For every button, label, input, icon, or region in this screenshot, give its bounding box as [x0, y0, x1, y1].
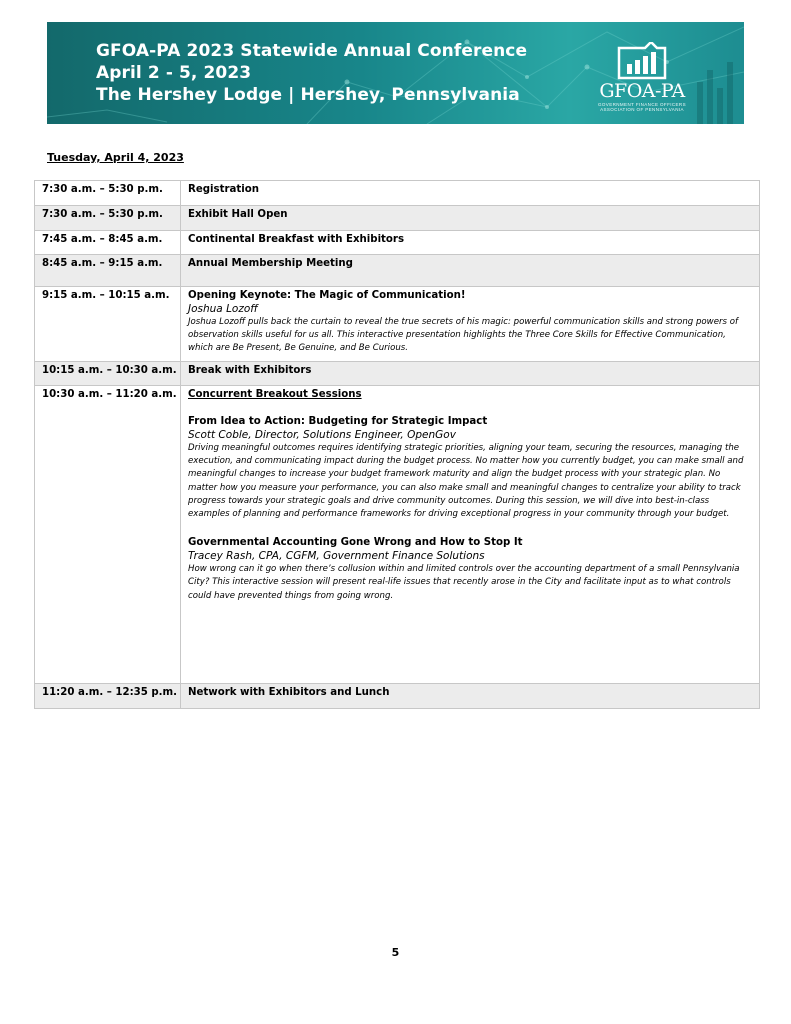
schedule-row: [35, 206, 760, 231]
event-title: Break with Exhibitors: [188, 365, 312, 376]
session-speaker: Tracey Rash, CPA, CGFM, Government Finance Solutions: [188, 550, 485, 563]
time-cell: 9:15 a.m. – 10:15 a.m.: [35, 287, 181, 362]
event-description: Joshua Lozoff pulls back the curtain to reveal the true secrets of his magic: powerful communication skills and strong powers of observation skills useful for us all. This interactive presentation highlights the Three Core Skills for Effective Communication, which are Be Present, Be Genuine, and Be Curious.: [188, 317, 739, 354]
breakout-session: [188, 537, 752, 603]
event-speaker: Joshua Lozoff: [188, 303, 258, 315]
schedule-row: [35, 255, 760, 287]
session-description: How wrong can it go when there’s collusion within and limited controls over the accounting department of a small Pennsylvania City? This interactive session will present real-life issues that recently arose in the City and facilitate input as to what controls could have prevented things from going wrong.: [188, 564, 740, 601]
event-cell: [181, 181, 760, 206]
schedule-row: [35, 287, 760, 362]
logo-wordmark: GFOA-PA: [599, 80, 685, 102]
time-cell: 11:20 a.m. – 12:35 p.m.: [35, 684, 181, 709]
event-cell: [181, 206, 760, 231]
session-description: Driving meaningful outcomes requires identifying strategic priorities, aligning your team, securing the resources, managing the execution, and communicating impact during the budget process. No matter how you currently budget, you can make small and meaningful changes to increase your budget framework maturity and align the budget process with your strategic plan. No matter how you measure your performance, you can also make small and meaningful changes to centralize your ability to track progress towards your strategic goals and drive community outcomes. During this session, we will dive into best-in-class examples of planning and performance frameworks for driving exceptional progress in your community through your budget.: [188, 443, 744, 520]
event-title: Registration: [188, 184, 259, 195]
session-title: Governmental Accounting Gone Wrong and How to Stop It: [188, 537, 523, 549]
session-speaker: Scott Coble, Director, Solutions Engineer, OpenGov: [188, 429, 456, 441]
schedule-table: [34, 180, 760, 709]
time-cell: 7:30 a.m. – 5:30 p.m.: [35, 181, 181, 206]
banner-title-line1: GFOA-PA 2023 Statewide Annual Conference: [96, 41, 528, 61]
event-cell: [181, 231, 760, 255]
event-title: Annual Membership Meeting: [188, 258, 353, 269]
breakout-session: [188, 416, 752, 521]
day-heading: Tuesday, April 4, 2023: [47, 151, 184, 164]
schedule-row: [35, 386, 760, 684]
event-cell: [181, 287, 760, 362]
event-cell: [181, 255, 760, 287]
schedule-row: [35, 231, 760, 255]
event-cell: [181, 362, 760, 386]
logo-subtitle-1: GOVERNMENT FINANCE OFFICERS: [598, 102, 686, 107]
schedule-row: [35, 362, 760, 386]
conference-banner: [47, 22, 744, 124]
banner-title-line3: The Hershey Lodge | Hershey, Pennsylvania: [96, 85, 520, 105]
banner-title-block: [96, 40, 527, 106]
schedule-row: [35, 684, 760, 709]
event-title: Opening Keynote: The Magic of Communication!: [188, 290, 466, 301]
event-title: Continental Breakfast with Exhibitors: [188, 234, 405, 245]
event-title: Network with Exhibitors and Lunch: [188, 687, 390, 698]
banner-title-line2: April 2 - 5, 2023: [96, 63, 252, 83]
time-cell: 10:30 a.m. – 11:20 a.m.: [35, 386, 181, 684]
logo-subtitle-2: ASSOCIATION OF PENNSYLVANIA: [600, 107, 684, 112]
page-number: 5: [391, 946, 400, 959]
time-cell: 8:45 a.m. – 9:15 a.m.: [35, 255, 181, 287]
event-title: Concurrent Breakout Sessions: [188, 389, 362, 400]
keystone-chart-icon: [615, 42, 669, 80]
time-cell: 7:45 a.m. – 8:45 a.m.: [35, 231, 181, 255]
gfoa-pa-logo: [592, 42, 692, 122]
event-cell: [181, 684, 760, 709]
time-cell: 10:15 a.m. – 10:30 a.m.: [35, 362, 181, 386]
event-cell: [181, 386, 760, 684]
time-cell: 7:30 a.m. – 5:30 p.m.: [35, 206, 181, 231]
event-title: Exhibit Hall Open: [188, 209, 288, 220]
schedule-row: [35, 181, 760, 206]
session-title: From Idea to Action: Budgeting for Strategic Impact: [188, 416, 488, 427]
